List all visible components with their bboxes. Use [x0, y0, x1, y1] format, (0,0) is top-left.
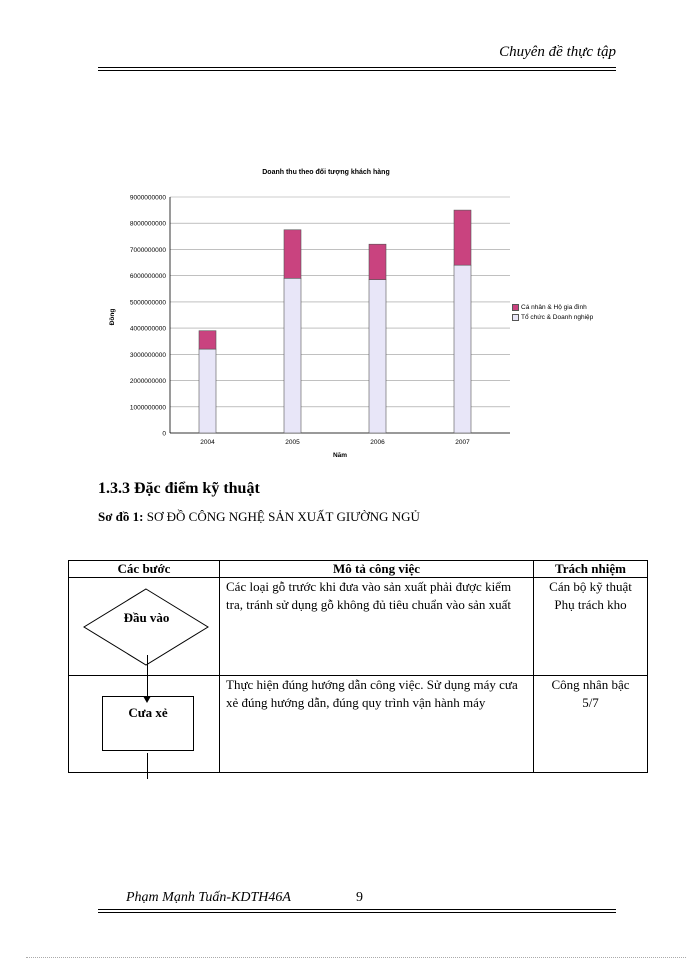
resp-cell — [534, 578, 648, 676]
resp-line: 5/7 — [582, 695, 599, 710]
chart-title: Doanh thu theo đối tượng khách hàng — [262, 169, 390, 176]
legend-entry — [512, 303, 593, 313]
resp-line: Cán bộ kỹ thuật — [549, 579, 632, 594]
header-rule-2 — [98, 70, 616, 71]
header-resp: Trách nhiệm — [534, 561, 648, 578]
y-tick-label: 8000000000 — [129, 220, 166, 228]
y-tick-label: 6000000000 — [129, 273, 166, 281]
footer-author: Phạm Mạnh Tuấn-KDTH46A — [126, 890, 291, 905]
bar-segment — [454, 210, 471, 265]
step-label-sawing: Cưa xẻ — [102, 696, 194, 751]
y-tick-label: 1000000000 — [129, 404, 166, 412]
header-desc: Mô tả công việc — [220, 561, 534, 578]
desc-cell: Thực hiện đúng hướng dẫn công việc. Sử dụng máy cưa xẻ đúng hướng dẫn, đúng quy trình vận hành máy — [220, 676, 534, 773]
x-axis-label: Năm — [332, 452, 348, 459]
bar-segment — [199, 349, 216, 433]
y-tick-label: 0 — [162, 430, 166, 438]
resp-line: Công nhân bậc — [551, 677, 630, 692]
section-heading: 1.3.3 Đặc điểm kỹ thuật — [98, 480, 260, 497]
x-tick-label: 2007 — [455, 439, 470, 446]
diagram-title — [98, 509, 420, 525]
bar-segment — [369, 244, 386, 279]
bar-segment — [284, 230, 301, 279]
bar-segment — [369, 280, 386, 433]
page-number: 9 — [356, 890, 363, 905]
decision-diamond-shape — [83, 588, 209, 666]
bar-segment — [199, 331, 216, 349]
revenue-chart — [106, 162, 516, 462]
x-tick-label: 2006 — [370, 439, 385, 446]
header-step: Các bước — [69, 561, 220, 578]
step-label-input: Đầu vào — [123, 610, 170, 625]
header-rule-1 — [98, 67, 616, 68]
resp-line: Phụ trách kho — [554, 597, 627, 612]
process-table — [68, 560, 648, 773]
legend-entry — [512, 313, 593, 323]
chart-legend — [512, 303, 593, 323]
flow-connector-line — [147, 753, 148, 779]
y-tick-label: 7000000000 — [129, 246, 166, 254]
y-tick-label: 5000000000 — [129, 299, 166, 307]
header-title: Chuyên đề thực tập — [499, 44, 616, 60]
x-tick-label: 2005 — [285, 439, 300, 446]
resp-cell — [534, 676, 648, 773]
legend-label: Tổ chức & Doanh nghiệp — [521, 314, 594, 321]
legend-swatch-icon — [512, 304, 519, 311]
diagram-name: SƠ ĐỒ CÔNG NGHỆ SẢN XUẤT GIƯỜNG NGỦ — [146, 509, 420, 524]
flow-connector-line — [147, 655, 148, 697]
table-row — [69, 578, 648, 676]
y-tick-label: 3000000000 — [129, 351, 166, 359]
y-axis-label: Đồng — [109, 308, 116, 326]
footer-rule-2 — [98, 912, 616, 913]
diagram-label: Sơ đồ 1: — [98, 509, 144, 524]
flow-arrow-icon — [143, 696, 151, 703]
desc-cell: Các loại gỗ trước khi đưa vào sản xuất phải được kiểm tra, tránh sử dụng gỗ không đủ tiêu chuẩn vào sản xuất — [220, 578, 534, 676]
footer-rule-1 — [98, 909, 616, 910]
bar-segment — [454, 265, 471, 433]
legend-swatch-icon — [512, 314, 519, 321]
legend-label: Cá nhân & Hộ gia đình — [521, 304, 587, 311]
step-cell-sawing — [69, 676, 220, 773]
y-tick-label: 9000000000 — [129, 194, 166, 202]
y-tick-label: 4000000000 — [129, 325, 166, 333]
table-row — [69, 676, 648, 773]
page-edge-dots — [26, 957, 686, 958]
step-cell-input — [69, 578, 220, 676]
y-tick-label: 2000000000 — [129, 378, 166, 386]
bar-segment — [284, 278, 301, 433]
x-tick-label: 2004 — [200, 439, 215, 446]
